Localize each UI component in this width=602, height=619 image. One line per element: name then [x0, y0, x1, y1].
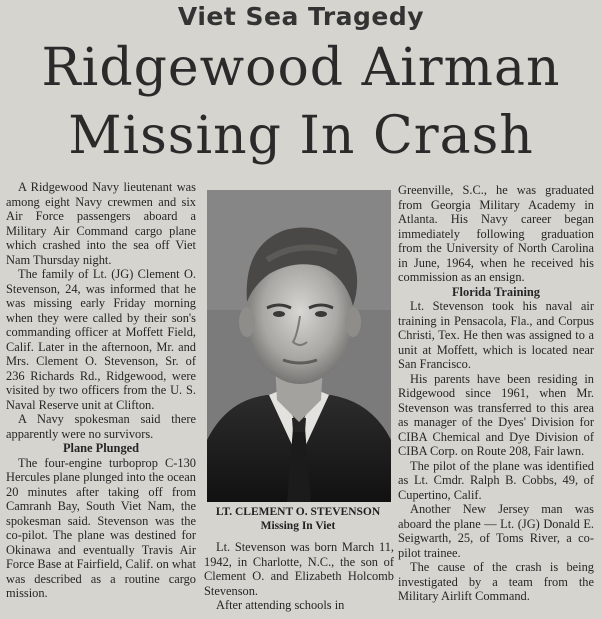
headline-line-2: Missing In Crash	[68, 106, 534, 166]
subhead-florida-training: Florida Training	[451, 284, 540, 299]
subhead-plane-plunged: Plane Plunged	[62, 441, 140, 455]
caption-name: LT. CLEMENT O. STEVENSON	[215, 506, 381, 518]
paragraph: His parents have been residing in Ridgewood since 1961, when Mr. Stevenson was transferred to this area as manager of the Dyes' Division for CIBA Chemical and Dye Division of CIBA Corp. on Route 208, Fair lawn.	[398, 371, 594, 458]
paragraph: After attending schools in	[216, 598, 345, 612]
headline-line-1: Ridgewood Airman	[41, 38, 561, 98]
paragraph: The family of Lt. (JG) Clement O. Stevenson, 24, was informed that he was missing early Friday morning when they were called by their son's commanding officer at Moffett Field, Calif. Later in the afternoon, Mr. and Mrs. Clement O. Stevenson, Sr. of 236 Richards Rd., Ridgewood, were visited by two officers from the U. S. Naval Reserve unit at Clifton.	[6, 267, 196, 412]
article-column-1	[6, 180, 196, 601]
portrait-photo	[207, 190, 391, 502]
kicker-headline: Viet Sea Tragedy	[177, 2, 425, 31]
portrait-illustration	[207, 190, 391, 502]
article-column-2	[204, 540, 394, 613]
paragraph: Lt. Stevenson took his naval air training in Pensacola, Fla., and Corpus Christi, Tex. He then was assigned to a unit at Moffett, which is located near San Francisco.	[398, 299, 594, 371]
paragraph: The four-engine turboprop C-130 Hercules plane plunged into the ocean 20 minutes after taking off from Camranh Bay, South Viet Nam, the spokesman said. Stevenson was the co-pilot. The plane was destined for Okinawa and eventually Travis Air Force Base at Fairfield, Calif. on what was described as a routine cargo mission.	[6, 455, 196, 600]
photo-caption	[200, 505, 396, 533]
paragraph: Greenville, S.C., he was graduated from Georgia Military Academy in Atlanta. His Navy career began immediately following graduation from the University of North Carolina in June, 1964, when he received his commission as an ensign.	[398, 183, 594, 284]
article-column-3	[398, 183, 594, 604]
paragraph: A Ridgewood Navy lieutenant was among eight Navy crewmen and six Air Force passengers aboard a Military Air Command cargo plane which crashed into the sea off Viet Nam Thursday night.	[6, 180, 196, 267]
caption-subtitle: Missing In Viet	[260, 520, 336, 532]
paragraph: Another New Jersey man was aboard the plane — Lt. (JG) Donald E. Seigwarth, 25, of Toms River, a co-pilot trainee.	[398, 502, 594, 560]
paragraph: Lt. Stevenson was born March 11, 1942, in Charlotte, N.C., the son of Clement O. and Elizabeth Holcomb Stevenson.	[204, 540, 394, 598]
paragraph: The pilot of the plane was identified as Lt. Cmdr. Ralph B. Cobbs, 49, of Cupertino, Calif.	[398, 458, 594, 502]
paragraph: A Navy spokesman said there apparently were no survivors.	[6, 412, 196, 441]
paragraph: The cause of the crash is being investigated by a team from the Military Airlift Command.	[398, 560, 594, 603]
